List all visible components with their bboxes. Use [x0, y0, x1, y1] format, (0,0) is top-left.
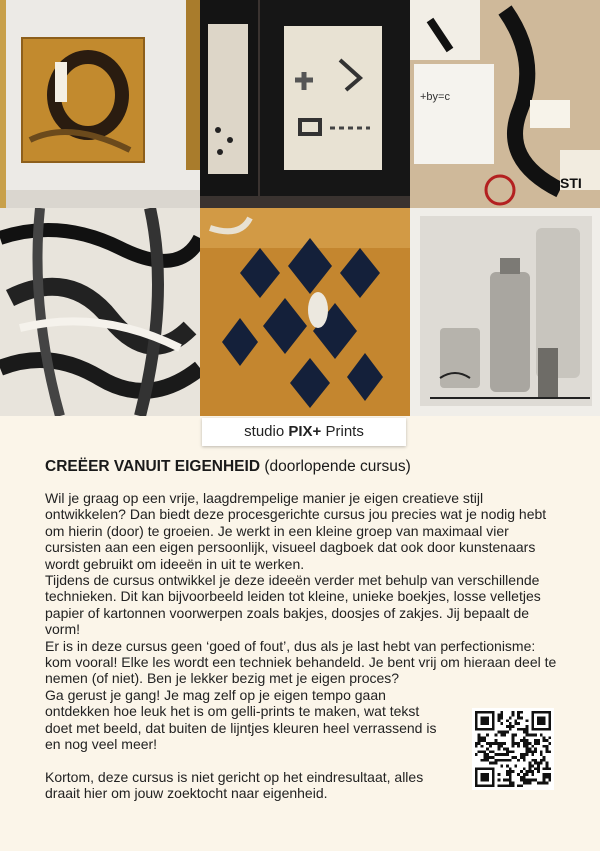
photo-framed-collage-pieces: [200, 0, 410, 208]
course-title-rest: (doorlopende cursus): [260, 458, 411, 475]
photo-bottle-still-life: [410, 208, 600, 416]
qr-code-graphic: [472, 708, 554, 790]
photo-abstract-gold-painting: [0, 0, 200, 208]
paragraph-3: Er is in deze cursus geen ‘goed of fout’, dus als je last hebt van perfectionisme: kom vooral! Elke les wordt een techniek behandeld. Je bent vrij om hieraan deel te nemen (of niet). Ben je lekker bezig met je eigen proces?: [45, 637, 557, 687]
badge-brand: PIX+: [288, 423, 322, 440]
photo-black-white-abstract: [0, 208, 200, 416]
svg-text:STI: STI: [560, 175, 582, 191]
badge-prefix: studio: [244, 423, 289, 440]
qr-code[interactable]: [472, 708, 554, 790]
course-title-bold: CREËER VANUIT EIGENHEID: [45, 458, 261, 475]
studio-badge: [202, 418, 406, 446]
paragraph-4: Ga gerust je gang! Je mag zelf op je eigen tempo gaan ontdekken hoe leuk het is om gelli-prints te maken, wat tekst doet met beeld, dat buiten de lijntjes kleuren heel verrassend is en nog veel meer!: [45, 686, 437, 753]
header-photo-grid: [0, 0, 600, 416]
badge-suffix: Prints: [321, 423, 364, 440]
course-title: [45, 458, 411, 476]
paragraph-2: Tijdens de cursus ontwikkel je deze ideeën verder met behulp van verschillende technieken. Dit kan bijvoorbeeld leiden tot kleine, unieke boekjes, losse velletjes papier of kartonnen voorwerpen zoals bakjes, doosjes of zakjes. Jij bepaalt de vorm!: [45, 572, 541, 638]
paragraph-1: Wil je graag op een vrije, laagdrempelige manier je eigen creatieve stijl ontwikkelen? Dan biedt deze procesgerichte cursus jou precies wat je nodig hebt om hierin (door) te groeien. Je werkt in een kleine groep van maximaal vier cursisten aan een eigen persoonlijk, visueel dagboek dat ook door kunstenaars wordt gebruikt om ideeën in uit te werken.: [45, 490, 547, 572]
svg-text:+by=c: +by=c: [420, 91, 450, 103]
photo-journal-collage: [410, 0, 600, 208]
paragraph-5: Kortom, deze cursus is niet gericht op het eindresultaat, alles draait hier om jouw zoektocht naar eigenheid.: [45, 768, 424, 801]
photo-gelli-print-pattern: [200, 208, 410, 416]
